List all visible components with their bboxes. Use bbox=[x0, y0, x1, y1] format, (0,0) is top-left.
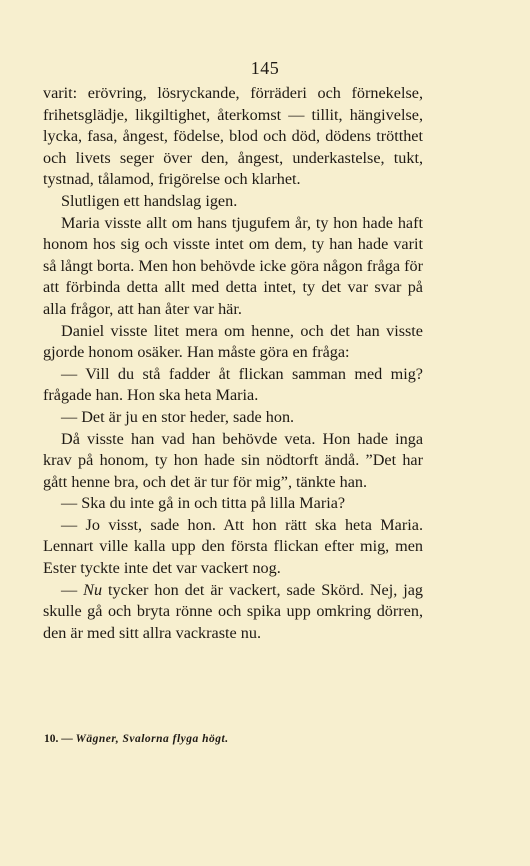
paragraph: — Vill du stå fadder åt flickan samman med mig? frågade han. Hon ska heta Maria. bbox=[43, 364, 423, 405]
paragraph: — Jo visst, sade hon. Att hon rätt ska heta Maria. Lennart ville kalla upp den första flickan efter mig, men Ester tyckte inte det var vackert nog. bbox=[43, 515, 423, 578]
page-number: 145 bbox=[250, 58, 280, 78]
paragraph: Slutligen ett handslag igen. bbox=[61, 191, 238, 210]
paragraph: Daniel visste litet mera om henne, och det han visste gjorde honom osäker. Han måste göra en fråga: bbox=[43, 321, 423, 362]
signature-mark: 10. — bbox=[44, 733, 73, 745]
paragraph-rest: tycker hon det är vackert, sade Skörd. Nej, jag skulle gå och bryta rönne och spika upp omkring dörren, den är med sitt allra vackraste nu. bbox=[43, 580, 424, 642]
book-title: Wägner, Svalorna flyga högt. bbox=[75, 733, 229, 745]
paragraph: Maria visste allt om hans tjugufem år, ty hon hade haft honom hos sig och visste intet om dem, ty han hade varit så långt borta. Men hon behövde icke göra någon fråga för att förbinda detta allt med detta intet, ty det var svar på alla frågor, att han åter var här. bbox=[43, 213, 423, 318]
paragraph bbox=[43, 580, 423, 645]
emphasis-text: Nu bbox=[83, 580, 103, 599]
footer-signature bbox=[44, 733, 424, 745]
paragraph: — Ska du inte gå in och titta på lilla Maria? bbox=[61, 494, 346, 513]
paragraph: — Det är ju en stor heder, sade hon. bbox=[61, 407, 295, 426]
paragraph: varit: erövring, lösryckande, förräderi och förnekelse, frihetsglädje, likgiltighet, återkomst — tillit, hängivelse, lycka, fasa, ångest, födelse, blod och död, dödens trötthet och livets seger över den, ångest, underkastelse, tukt, tystnad, tålamod, frigörelse och klarhet. bbox=[43, 84, 423, 189]
paragraph: Då visste han vad han behövde veta. Hon hade inga krav på honom, ty hon hade sin nödtorft ändå. ”Det har gått henne bra, och det är tur för mig”, tänkte han. bbox=[43, 429, 423, 491]
body-text bbox=[43, 83, 423, 644]
dash-text: — bbox=[61, 580, 84, 599]
